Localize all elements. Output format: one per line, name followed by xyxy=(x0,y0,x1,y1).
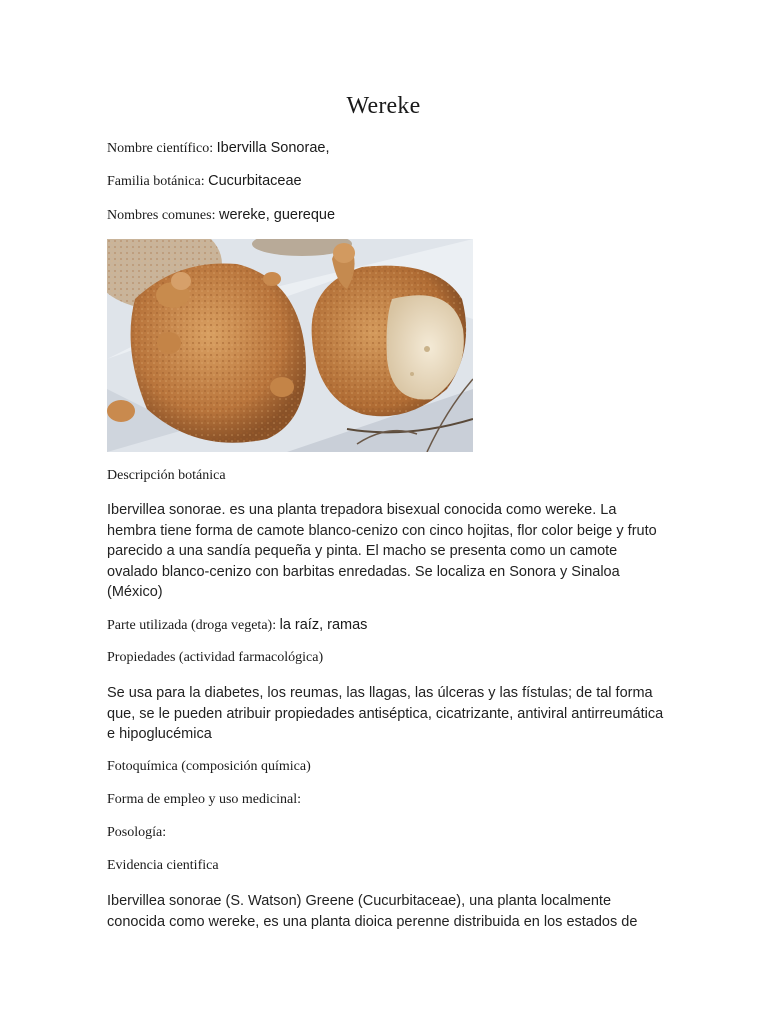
phytochemistry-heading: Fotoquímica (composición química) xyxy=(107,759,311,774)
scientific-evidence-text: Ibervillea sonorae (S. Watson) Greene (Cucurbitaceae), una planta localmente conocida como wereke, es una planta dioica perenne distribuida en los estados de xyxy=(107,893,638,930)
used-part-value: la raíz, ramas xyxy=(279,617,368,633)
usage-form-heading: Forma de empleo y uso medicinal: xyxy=(107,792,302,807)
wereke-root-photo xyxy=(107,239,473,452)
common-names-label: Nombres comunes: xyxy=(107,208,216,223)
scientific-name-row xyxy=(107,140,329,157)
scientific-name-label: Nombre científico: xyxy=(107,141,214,156)
family-label: Familia botánica: xyxy=(107,174,205,189)
botanical-description-text: Ibervillea sonorae. es una planta trepadora bisexual conocida como wereke. La hembra tiene forma de camote blanco-cenizo con cinco hojitas, flor color beige y fruto parecido a una sandía pequeña y pinta. El macho se presenta como un camote ovalado blanco-cenizo con barbitas enredadas. Se localiza en Sonora y Sinaloa (México) xyxy=(107,502,657,600)
properties-heading: Propiedades (actividad farmacológica) xyxy=(107,650,324,665)
common-names-row xyxy=(107,207,335,224)
botanical-description-heading: Descripción botánica xyxy=(107,468,226,483)
used-part-row xyxy=(107,617,367,634)
wereke-root-illustration xyxy=(107,239,473,452)
family-row xyxy=(107,173,302,190)
dosage-heading: Posología: xyxy=(107,825,167,840)
page-title: Wereke xyxy=(346,93,421,119)
family-value: Cucurbitaceae xyxy=(208,173,302,189)
common-names-value: wereke, guereque xyxy=(218,207,336,223)
used-part-label: Parte utilizada (droga vegeta): xyxy=(107,618,277,633)
properties-text: Se usa para la diabetes, los reumas, las llagas, las úlceras y las fístulas; de tal forma que, se le pueden atribuir propiedades antiséptica, cicatrizante, antiviral antirreumática e hipoglucémica xyxy=(107,685,664,742)
scientific-evidence-heading: Evidencia cientifica xyxy=(107,858,219,873)
scientific-name-value: Ibervilla Sonorae, xyxy=(216,140,330,156)
